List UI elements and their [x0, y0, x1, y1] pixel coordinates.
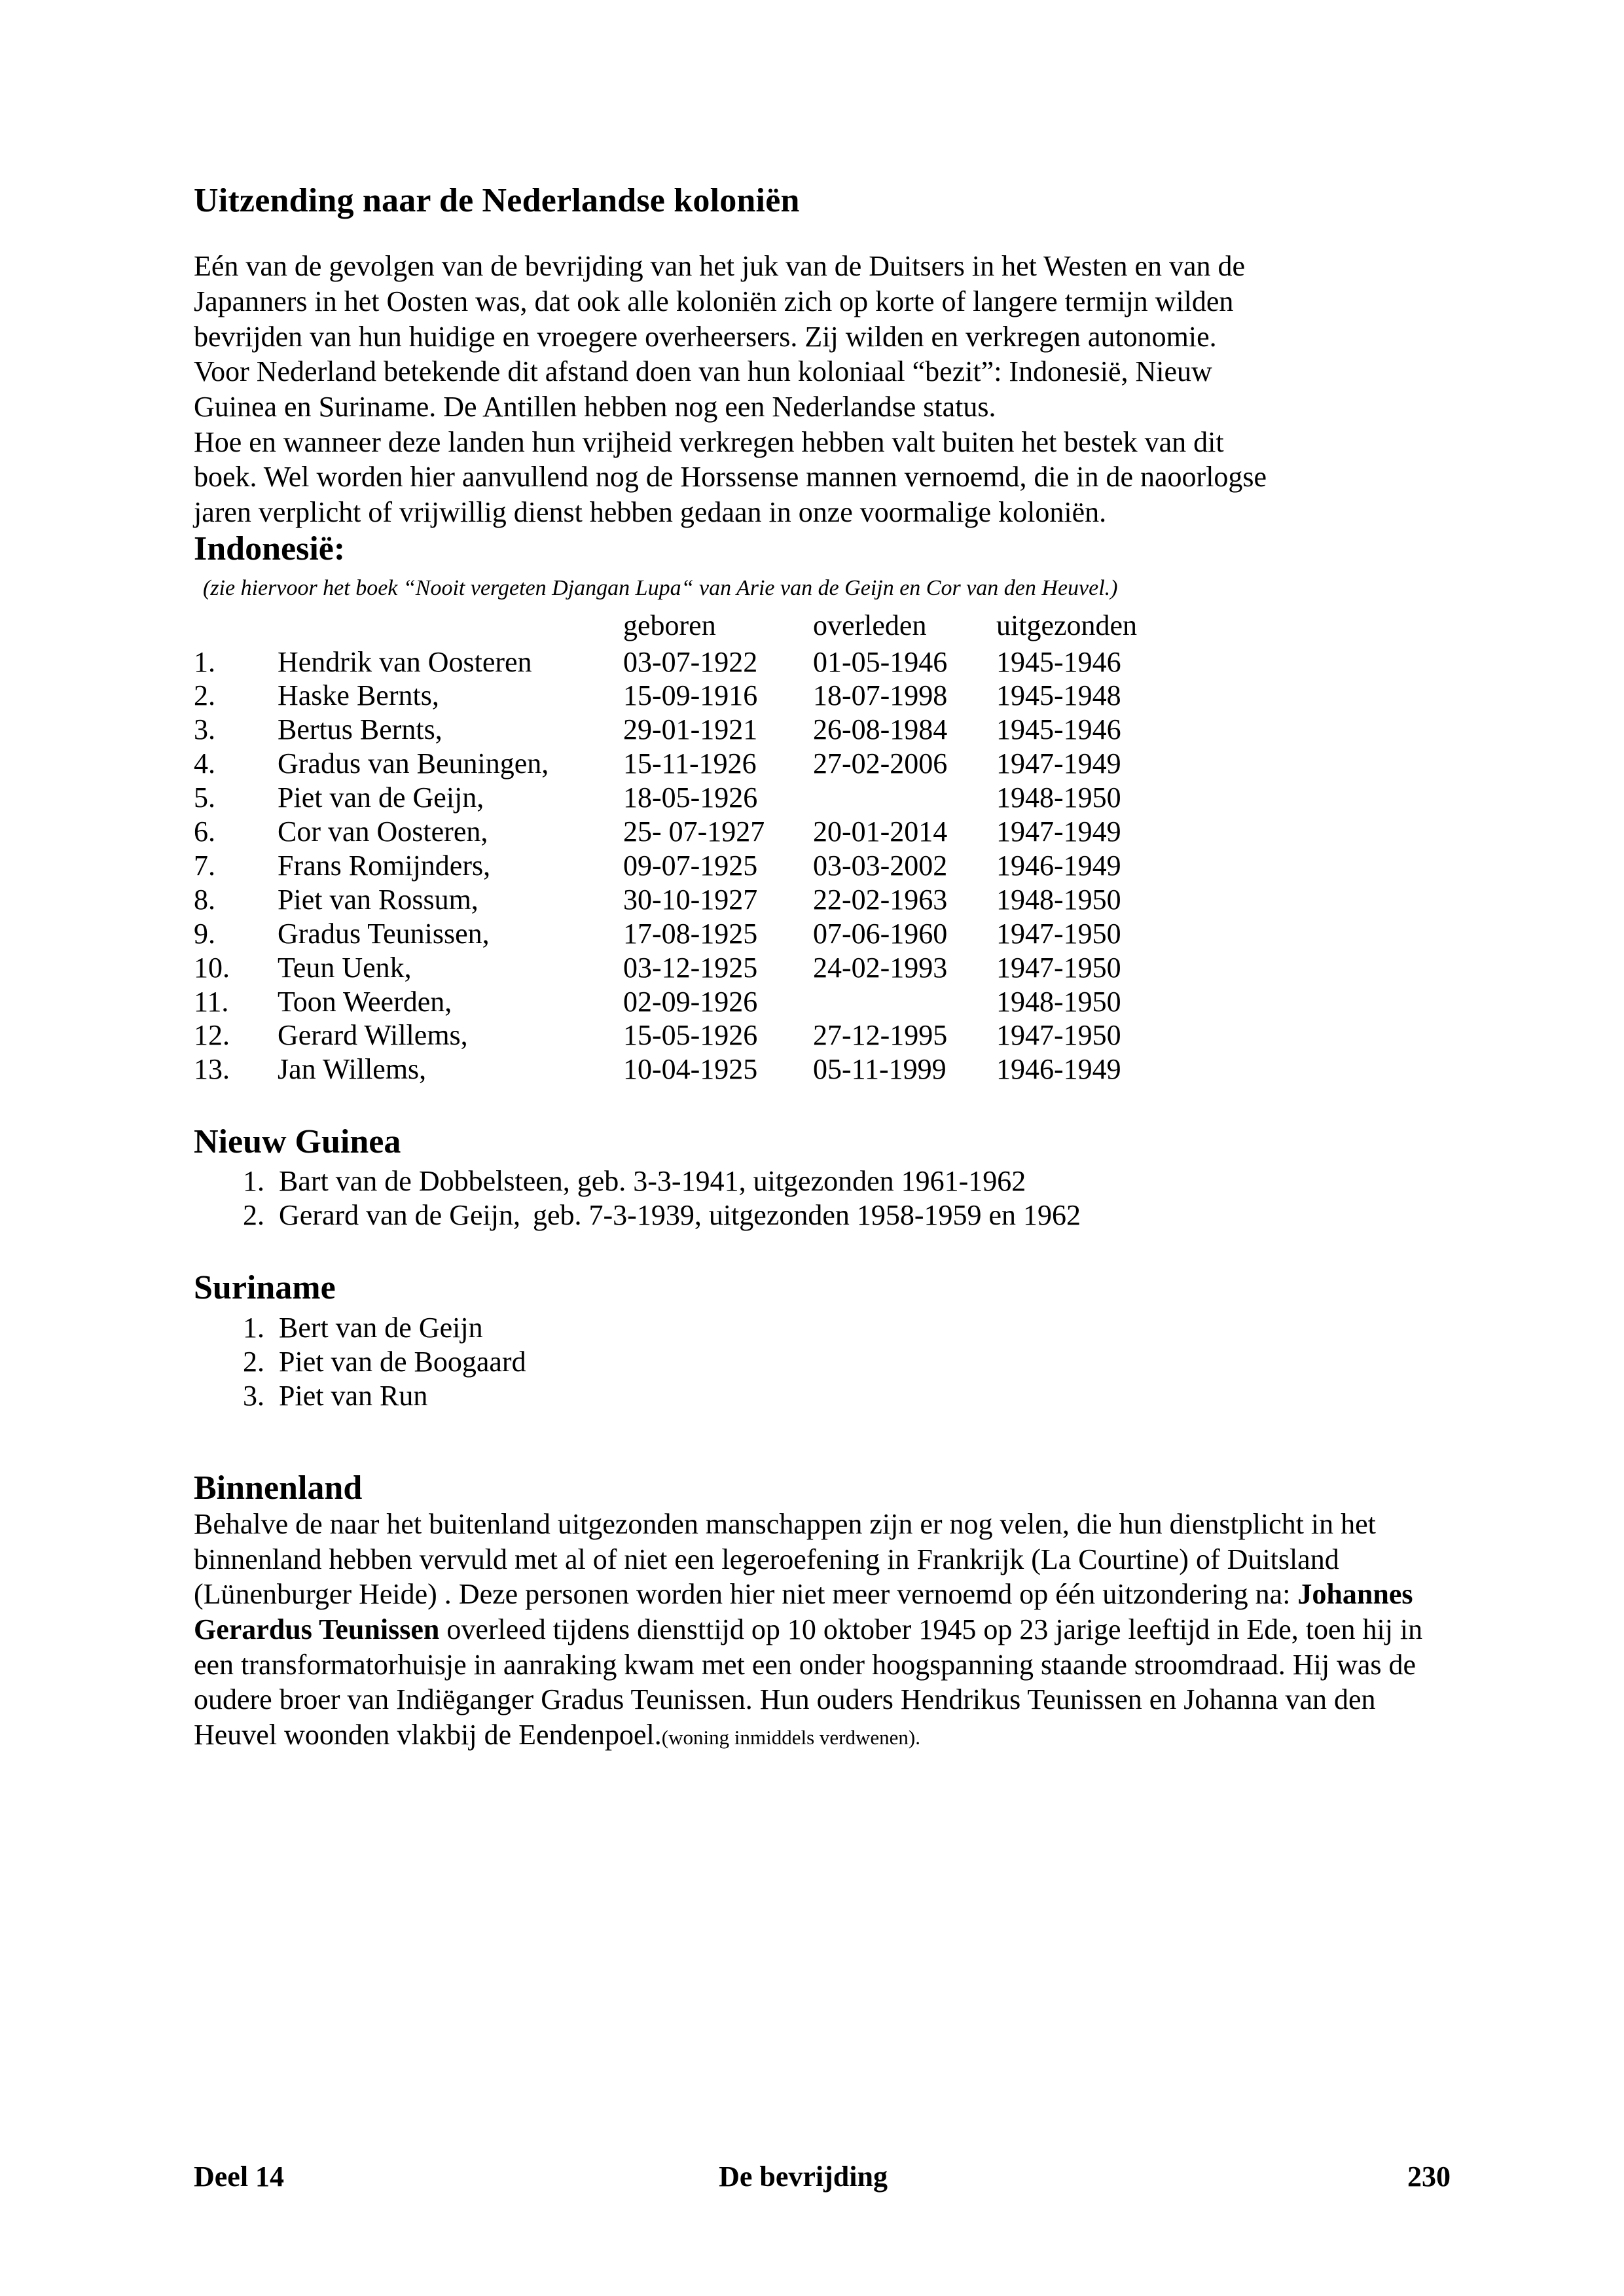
table-row — [194, 679, 1193, 713]
cell-geboren: 29-01-1921 — [623, 713, 758, 746]
section-heading-indonesie: Indonesië: — [194, 529, 346, 567]
cell-overleden: 27-12-1995 — [813, 1019, 948, 1052]
suriname-list — [194, 1311, 1451, 1413]
cell-geboren: 10-04-1925 — [623, 1053, 758, 1086]
list-item — [194, 1164, 1451, 1198]
cell-name: Bertus Bernts, — [278, 713, 442, 746]
cell-name: Gerard Willems, — [278, 1019, 468, 1052]
cell-geboren: 03-07-1922 — [623, 645, 758, 678]
table-row — [194, 645, 1193, 679]
cell-name: Gradus van Beuningen, — [278, 747, 549, 780]
cell-index: 10. — [194, 951, 230, 984]
cell-geboren: 09-07-1925 — [623, 849, 758, 882]
cell-index: 6. — [194, 816, 215, 848]
nieuw-guinea-list — [194, 1164, 1451, 1232]
last-line-main: en Johanna van den Heuvel woonden vlakbij de Eendenpoel. — [194, 1683, 1376, 1751]
cell-index: 1. — [194, 645, 215, 678]
table-row — [194, 1018, 1193, 1052]
cell-uitgezonden: 1947-1950 — [996, 951, 1121, 984]
cell-uitgezonden: 1946-1949 — [996, 849, 1121, 882]
table-row — [194, 917, 1193, 951]
cell-uitgezonden: 1947-1949 — [996, 816, 1121, 848]
intro-paragraph — [194, 249, 1451, 529]
list-item-index: 2. — [243, 1345, 264, 1378]
spacer — [194, 1086, 1451, 1123]
cell-index: 9. — [194, 917, 215, 950]
list-item-index: 1. — [243, 1311, 264, 1344]
table-row — [194, 1052, 1193, 1086]
cell-geboren: 03-12-1925 — [623, 951, 758, 984]
indonesie-source-note: (zie hiervoor het boek “Nooit vergeten Djangan Lupa“ van Arie van de Geijn en Cor van den Heuvel.) — [203, 575, 1118, 600]
cell-overleden: 03-03-2002 — [813, 849, 948, 882]
footer-page-number: 230 — [1407, 2161, 1451, 2193]
page-footer — [194, 2160, 1451, 2193]
column-header-overleden: overleden — [813, 609, 927, 641]
intro-line: boek. Wel worden hier aanvullend nog de Horssense mannen vernoemd, die in de naoorlogse — [194, 461, 1267, 493]
intro-line: Japanners in het Oosten was, dat ook alle koloniën zich op korte of langere termijn wilden — [194, 285, 1234, 317]
cell-uitgezonden: 1946-1949 — [996, 1053, 1121, 1086]
cell-name: Toon Weerden, — [278, 985, 452, 1018]
cell-uitgezonden: 1947-1950 — [996, 917, 1121, 950]
binnenland-line: hoogspanning staande stroomdraad. — [872, 1648, 1286, 1681]
list-item-name: Bert van de Geijn — [279, 1311, 483, 1344]
section-heading-nieuw-guinea: Nieuw Guinea — [194, 1123, 401, 1161]
binnenland-line: Behalve de naar het buitenland uitgezonden manschappen zijn er nog velen, die hun — [194, 1507, 1163, 1540]
indonesie-table — [194, 609, 1193, 1087]
cell-index: 5. — [194, 781, 215, 814]
indonesie-table-body — [194, 645, 1193, 1087]
cell-overleden: 07-06-1960 — [813, 917, 948, 950]
cell-uitgezonden: 1947-1950 — [996, 1019, 1121, 1052]
cell-geboren: 02-09-1926 — [623, 985, 758, 1018]
cell-name: Teun Uenk, — [278, 951, 412, 984]
binnenland-line: Deze personen worden hier niet meer vernoemd op één uitzondering na: — [458, 1578, 1291, 1611]
cell-overleden: 20-01-2014 — [813, 816, 948, 848]
cell-index: 13. — [194, 1053, 230, 1086]
cell-name: Frans Romijnders, — [278, 849, 491, 882]
list-item — [194, 1379, 1451, 1413]
column-header-uitgezonden: uitgezonden — [996, 609, 1138, 641]
list-item-name: Bart van de Dobbelsteen, — [279, 1165, 570, 1198]
column-header-name — [278, 609, 623, 645]
cell-uitgezonden: 1948-1950 — [996, 883, 1121, 916]
binnenland-line: (La Courtine) of Duitsland (Lünenburger Heide) . — [194, 1543, 1339, 1611]
cell-index: 4. — [194, 747, 215, 780]
list-item-name: Piet van Run — [279, 1379, 428, 1412]
list-item — [194, 1311, 1451, 1345]
cell-name: Gradus Teunissen, — [278, 917, 490, 950]
table-row — [194, 781, 1193, 815]
cell-index: 12. — [194, 1019, 230, 1052]
intro-line: jaren verplicht of vrijwillig dienst hebben gedaan in onze voormalige koloniën. — [194, 495, 1107, 528]
spacer — [194, 1232, 1451, 1269]
intro-line: Voor Nederland betekende dit afstand doen van hun koloniaal “bezit”: Indonesië, Nieuw — [194, 355, 1212, 388]
cell-name: Cor van Oosteren, — [278, 816, 488, 848]
binnenland-paragraph — [194, 1507, 1451, 1753]
cell-index: 7. — [194, 849, 215, 882]
cell-geboren: 15-11-1926 — [623, 747, 757, 780]
footer-part-label: Deel 14 — [194, 2161, 285, 2193]
list-item-detail: geb. 3-3-1941, uitgezonden 1961-1962 — [577, 1165, 1026, 1198]
cell-uitgezonden: 1945-1948 — [996, 679, 1121, 712]
cell-name: Piet van de Geijn, — [278, 781, 484, 814]
table-row — [194, 713, 1193, 747]
highlight-rest: overleed tijdens diensttijd op 10 oktober 1945 op 23 jarige — [439, 1613, 1121, 1645]
list-item-label — [279, 1198, 1451, 1232]
cell-overleden: 22-02-1963 — [813, 883, 948, 916]
table-row — [194, 747, 1193, 781]
cell-name: Jan Willems, — [278, 1053, 427, 1086]
list-item-label — [279, 1164, 1451, 1198]
cell-overleden: 18-07-1998 — [813, 679, 948, 712]
cell-overleden: 27-02-2006 — [813, 747, 948, 780]
table-row — [194, 985, 1193, 1019]
table-row — [194, 815, 1193, 849]
list-item — [194, 1198, 1451, 1232]
cell-overleden — [813, 985, 996, 1019]
page-title: Uitzending naar de Nederlandse koloniën — [194, 182, 800, 219]
list-item-name: Gerard van de Geijn, — [279, 1199, 520, 1232]
cell-name: Haske Bernts, — [278, 679, 439, 712]
cell-uitgezonden: 1948-1950 — [996, 781, 1121, 814]
cell-overleden: 24-02-1993 — [813, 951, 948, 984]
intro-line: bevrijden van hun huidige en vroegere overheersers. Zij wilden en verkregen autonomie. — [194, 320, 1217, 353]
cell-geboren: 15-05-1926 — [623, 1019, 758, 1052]
cell-index: 11. — [194, 985, 229, 1018]
binnenland-line: dienstplicht in het binnenland hebben vervuld met al of niet een legeroefening in Frankrijk — [194, 1507, 1376, 1575]
table-row — [194, 883, 1193, 917]
cell-overleden: 26-08-1984 — [813, 713, 948, 746]
cell-geboren: 15-09-1916 — [623, 679, 758, 712]
list-item-detail: geb. 7-3-1939, uitgezonden 1958-1959 en 1962 — [533, 1199, 1081, 1232]
cell-uitgezonden: 1948-1950 — [996, 985, 1121, 1018]
footer-title: De bevrijding — [719, 2161, 888, 2193]
cell-geboren: 30-10-1927 — [623, 883, 758, 916]
column-header-geboren: geboren — [623, 609, 716, 641]
page-content — [194, 182, 1451, 1753]
cell-overleden — [813, 781, 996, 815]
binnenland-line: Hij was de oudere broer van Indiëganger Gradus Teunissen. Hun ouders Hendrikus Teunissen — [194, 1648, 1416, 1716]
cell-uitgezonden: 1945-1946 — [996, 645, 1121, 678]
spacer — [194, 1413, 1451, 1469]
cell-geboren: 25- 07-1927 — [623, 816, 765, 848]
table-header-row — [194, 609, 1193, 645]
list-item-name: Piet van de Boogaard — [279, 1345, 526, 1378]
cell-name: Piet van Rossum, — [278, 883, 478, 916]
cell-name: Hendrik van Oosteren — [278, 645, 532, 678]
table-row — [194, 951, 1193, 985]
cell-overleden: 05-11-1999 — [813, 1053, 947, 1086]
intro-line: Eén van de gevolgen van de bevrijding van het juk van de Duitsers in het Westen en van de — [194, 250, 1246, 283]
intro-line: Guinea en Suriname. De Antillen hebben nog een Nederlandse status. — [194, 390, 996, 423]
section-heading-binnenland: Binnenland — [194, 1469, 363, 1507]
column-header-index — [194, 609, 278, 645]
cell-uitgezonden: 1947-1949 — [996, 747, 1121, 780]
highlight-person-name: Johannes Gerardus Teunissen — [194, 1578, 1413, 1645]
list-item-index: 1. — [243, 1165, 264, 1198]
list-item-index: 3. — [243, 1379, 264, 1412]
cell-geboren: 18-05-1926 — [623, 781, 758, 814]
cell-overleden: 01-05-1946 — [813, 645, 948, 678]
cell-index: 8. — [194, 883, 215, 916]
cell-uitgezonden: 1945-1946 — [996, 713, 1121, 746]
cell-index: 3. — [194, 713, 215, 746]
intro-line: Hoe en wanneer deze landen hun vrijheid verkregen hebben valt buiten het bestek van dit — [194, 425, 1224, 458]
indonesie-table-head — [194, 609, 1193, 645]
section-heading-suriname: Suriname — [194, 1269, 336, 1307]
table-row — [194, 849, 1193, 883]
last-line-small-note: (woning inmiddels verdwenen). — [661, 1725, 920, 1749]
cell-geboren: 17-08-1925 — [623, 917, 758, 950]
list-item-index: 2. — [243, 1199, 264, 1232]
list-item — [194, 1345, 1451, 1379]
cell-index: 2. — [194, 679, 215, 712]
binnenland-line: leeftijd in Ede, toen hij in een transformatorhuisje in aanraking kwam met een onder — [194, 1613, 1423, 1681]
